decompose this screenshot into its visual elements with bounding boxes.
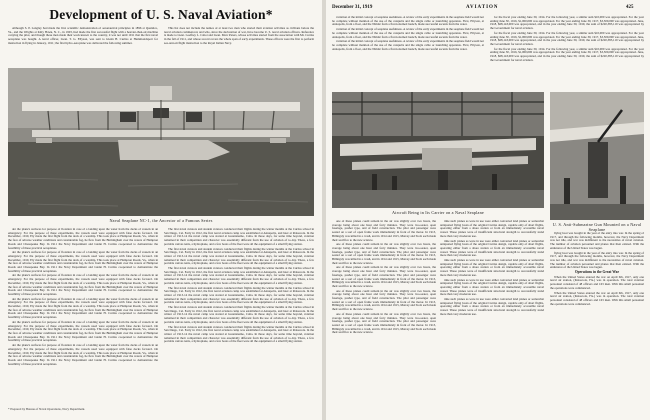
paragraph: This list does not include the names of at least two men who started their aviation activities as civilians before the naval aviation commenced, and who, since the declaration of war, have become U. S. naval aviation officers. Reference is made to Lieut. Godfrey L. Cabot and Lieut. Marc Peters, whose activities started from the association with Mr. Curtiss in the fall of 1911, and whose record covers the whole span of early experiments. These officers were the first to perform sea-and-air flight instruction to the Royal Italian Navy. — [164, 27, 314, 45]
paragraph: one of these planes could remain in the air was slightly over two hours, the average being about one hour and forty minutes. They were two-seater, open fuselage, pusher type, and of field construction. The pilot and passenger were seated on a sort of open frame work immediately in front of the motor. In 1913, Billingsly was killed in a crash, and in 1914 and 1915, Murray and Stolz each made their sacrifice to the new science. — [332, 242, 436, 265]
paragraph: Although S. P. Langley had made the first scientific demonstration of aeronautical principles in 1896 at Quantico, Va., and the Wrights at Kitty Hawk, N. C., in 1903, had made the first successful flight with a heavier-than-air machine carrying the pilot, and though these men made their work known to the country, it was not until 1911 that the first naval aeroplane was bought. A naval officer, Lieut. T. G. Ellyson, was sent to Glenn H. Curtiss at Hammondsport for instruction in flying in January, 1911; the first hydro-aeroplane was delivered the following summer. — [8, 27, 158, 45]
right-col3-bottom — [550, 232, 644, 416]
gun-seaplane-photo — [550, 92, 644, 220]
paragraph: for the fiscal year ending June 30, 1914. For the following year, a similar sum $10,000 was appropriated. For the year ending June 30, 1916, $1,000,000 was appropriated. For the year ending June 30, 1917, $3,500,000 was appropriated. June, 1918, $68,143,000 was appropriated, and in the year ending June 30, 1919, the sum of $220,383,119 was appropriated by the Government for naval aviation. — [490, 46, 644, 62]
paragraph: time such planes as were in use were either converted land planes or somewhat antiquated flying boats of the original Curtiss design, capable only of short flights, operating either from a shore station or from an immediately accessible naval vessel. These planes were of insufficient structural strength to successfully stand more than very moderate use. — [440, 277, 544, 297]
right-col2-top — [490, 16, 644, 90]
left-col2-top — [164, 27, 314, 65]
article-title: Development of U. S. Naval Aviation* — [49, 7, 273, 22]
seaplane-photo — [8, 68, 314, 216]
paragraph: der the plane's surfaces for purpose of flotation in case of a landing upon the water from the decks of vessels in an emergency. For the purpose of these experiments, the vessels used were equipped with false decks forward. On December, 1910, Ely made the first flight from the deck of a warship. This took place at Hampton Roads, Va., when in the face of adverse weather conditions and considerable fog, he flew from the Birmingham over the waters of Hampton Roads and Chesapeake Bay. In 1911 the Navy Department and Glenn H. Curtiss cooperated to demonstrate the feasibility of these practical aeroplanes. — [8, 228, 158, 250]
right-col1-top — [332, 16, 484, 90]
gun-mount-illustration — [550, 92, 644, 220]
section-subhead: Operations in the Great War — [574, 270, 620, 275]
left-col1-bottom — [8, 228, 158, 404]
paragraph: der the plane's surfaces for purpose of flotation in case of a landing upon the water from the decks of vessels in an emergency. For the purpose of these experiments, the vessels used were equipped with false decks forward. On December, 1910, Ely made the first flight from the deck of a warship. This took place at Hampton Roads, Va., when in the face of adverse weather conditions and considerable fog, he flew from the Birmingham over the waters of Hampton Roads and Chesapeake Bay. In 1911 the Navy Department and Glenn H. Curtiss cooperated to demonstrate the feasibility of these practical aeroplanes. — [8, 319, 158, 343]
paragraph: variation of the initial concept of seaplane usefulness. A review of the early experiments in the seaplane field would not be complete without mention of the use of the catapults and the single cable or launching apparatus. First, Ellyson, at Annapolis, from a float, and the Nimitz from a flat-bottomed launch, made successful ascents from the water. — [332, 27, 484, 39]
left-page — [0, 0, 322, 420]
paragraph: time such planes as were in use were either converted land planes or somewhat antiquated flying boats of the original Curtiss design, capable only of short flights, operating either from a shore station or from an immediately accessible naval vessel. These planes were of insufficient structural strength to successfully stand more than very moderate use. — [440, 258, 544, 277]
paragraph: variation of the initial concept of seaplane usefulness. A review of the early experiments in the seaplane field would not be complete without mention of the use of the catapults and the single cable or launching apparatus. First, Ellyson, at Annapolis, from a float, and the Nimitz from a flat-bottomed launch, made successful ascents from the water. — [332, 39, 484, 51]
paragraph: one of these planes could remain in the air was slightly over two hours, the average being about one hour and forty minutes. They were two-seater, open fuselage, pusher type, and of field construction. The pilot and passenger were seated on a sort of open frame work immediately in front of the motor. In 1913, Billingsly was killed in a crash, and in 1914 and 1915, Murray and Stolz each made their sacrifice to the new science. — [332, 265, 436, 288]
aircraft-hangar-illustration — [332, 92, 544, 208]
footnote: * Prepared by Bureau of Naval Operations, Navy Department. — [8, 407, 86, 411]
paragraph: time such planes as were in use were either converted land planes or somewhat antiquated flying boats of the original Curtiss design, capable only of short flights, operating either from a shore station or from an immediately accessible naval vessel. These planes were of insufficient structural strength to successfully stand more than very moderate use. — [440, 220, 544, 238]
left-col1-top — [8, 27, 158, 65]
paragraph: one of these planes could remain in the air was slightly over two hours, the average being about one hour and forty minutes. They were two-seater, open fuselage, pusher type, and of field construction. The pilot and passenger were seated on a sort of open frame work immediately in front of the motor. In 1913, Billingsly was killed in a crash, and in 1914 and 1915, Murray and Stolz each made their sacrifice to the new science. — [332, 288, 436, 312]
paragraph: flying boat was bought in the year of the entry into war. In the spring of 1917, and through the following months, however, the Navy Department was not idle, and war was indifferent to the necessities of naval aviation. The number of aviation personnel and planes that then existed. With the endurance of the United States was begun. — [550, 232, 644, 250]
paragraph: The first naval aviators and student aviators conducted their flights during the winter months at the Curtiss school in San Diego, Cal. Early in 1912, the first naval aviation camp was established at Annapolis, and later at Pensacola. In the winter of 1913-14 the naval camp was started at Guantanamo, Cuba. In those days, for some time beyond, aviation remained in their competition and character was essentially different from the use of aviation of to-day. There, a few portable canvas tents, a hydroplane, and a few boats of the fleet were all the equipment of a small flying station. — [164, 285, 314, 305]
right-col2-bottom — [440, 220, 544, 416]
magazine-name: AVIATION — [466, 5, 499, 10]
paragraph: one of these planes could remain in the air was slightly over two hours, the average being about one hour and forty minutes. They were two-seater, open fuselage, pusher type, and of field construction. The pilot and passenger were seated on a sort of open frame work immediately in front of the motor. In 1913, Billingsly was killed in a crash, and in 1914 and 1915, Murray and Stolz each made their sacrifice to the new science. — [332, 311, 436, 335]
paragraph: The first naval aviators and student aviators conducted their flights during the winter months at the Curtiss school in San Diego, Cal. Early in 1912, the first naval aviation camp was established at Annapolis, and later at Pensacola. In the winter of 1913-14 the naval camp was started at Guantanamo, Cuba. In those days, for some time beyond, aviation remained in their competition and character was essentially different from the use of aviation of to-day. There, a few portable canvas tents, a hydroplane, and a few boats of the fleet were all the equipment of a small flying station. — [164, 246, 314, 266]
figure-caption-gun: U. S. Anti-Submarine Gun Mounted on a Naval Seaplane — [552, 222, 642, 232]
paragraph: The first naval aviators and student aviators conducted their flights during the winter months at the Curtiss school in San Diego, Cal. Early in 1912, the first naval aviation camp was established at Annapolis, and later at Pensacola. In the winter of 1913-14 the naval camp was started at Guantanamo, Cuba. In those days, for some time beyond, aviation remained in their competition and character was essentially different from the use of aviation of to-day. There, a few portable canvas tents, a hydroplane, and a few boats of the fleet were all the equipment of a small flying station. — [164, 228, 314, 246]
paragraph: for the fiscal year ending June 30, 1914. For the following year, a similar sum $10,000 was appropriated. For the year ending June 30, 1916, $1,000,000 was appropriated. For the year ending June 30, 1917, $3,500,000 was appropriated. June, 1918, $68,143,000 was appropriated, and in the year ending June 30, 1919, the sum of $220,383,119 was appropriated by the Government for naval aviation. — [490, 30, 644, 46]
page-number: 425 — [626, 5, 634, 10]
aircraft-carrier-photo — [332, 92, 544, 208]
paragraph: der the plane's surfaces for purpose of flotation in case of a landing upon the water from the decks of vessels in an emergency. For the purpose of these experiments, the vessels used were equipped with false decks forward. On December, 1910, Ely made the first flight from the deck of a warship. This took place at Hampton Roads, Va., when in the face of adverse weather conditions and considerable fog, he flew from the Birmingham over the waters of Hampton Roads and Chesapeake Bay. In 1911 the Navy Department and Glenn H. Curtiss cooperated to demonstrate the feasibility of these practical aeroplanes. — [8, 250, 158, 273]
paragraph: The first naval aviators and student aviators conducted their flights during the winter months at the Curtiss school in San Diego, Cal. Early in 1912, the first naval aviation camp was established at Annapolis, and later at Pensacola. In the winter of 1913-14 the naval camp was started at Guantanamo, Cuba. In those days, for some time beyond, aviation remained in their competition and character was essentially different from the use of aviation of to-day. There, a few portable canvas tents, a hydroplane, and a few boats of the fleet were all the equipment of a small flying station. — [164, 305, 314, 324]
paragraph: der the plane's surfaces for purpose of flotation in case of a landing upon the water from the decks of vessels in an emergency. For the purpose of these experiments, the vessels used were equipped with false decks forward. On December, 1910, Ely made the first flight from the deck of a warship. This took place at Hampton Roads, Va., when in the face of adverse weather conditions and considerable fog, he flew from the Birmingham over the waters of Hampton Roads and Chesapeake Bay. In 1911 the Navy Department and Glenn H. Curtiss cooperated to demonstrate the feasibility of these practical aeroplanes. — [8, 273, 158, 296]
paragraph: der the plane's surfaces for purpose of flotation in case of a landing upon the water from the decks of vessels in an emergency. For the purpose of these experiments, the vessels used were equipped with false decks forward. On December, 1910, Ely made the first flight from the deck of a warship. This took place at Hampton Roads, Va., when in the face of adverse weather conditions and considerable fog, he flew from the Birmingham over the waters of Hampton Roads and Chesapeake Bay. In 1911 the Navy Department and Glenn H. Curtiss cooperated to demonstrate the feasibility of these practical aeroplanes. — [8, 296, 158, 320]
right-page — [326, 0, 650, 420]
paragraph: When the United States entered the war on April 6th, 1917, only one naval air station, (Pensacola, Fla.) was in operation. The total aviation personnel consisted of 48 officers and 163 men. With this small personnel the operations were commenced. — [550, 274, 644, 290]
right-col1-bottom — [332, 220, 436, 416]
paragraph: When the United States entered the war on April 6th, 1917, only one naval air station, (Pensacola, Fla.) was in operation. The total aviation personnel consisted of 48 officers and 163 men. With this small personnel the operations were commenced. — [550, 290, 644, 306]
paragraph: flying boat was bought in the year of the entry into war. In the spring of 1917, and through the following months, however, the Navy Department was not idle, and war was indifferent to the necessities of naval aviation. The number of aviation personnel and planes that then existed. With the endurance of the United States was begun. — [550, 250, 644, 270]
seaplane-illustration — [8, 68, 314, 216]
figure-caption-carrier: Aircraft Being in Its Carrier on a Naval Seaplane — [392, 210, 484, 215]
left-col2-bottom — [164, 228, 314, 404]
paragraph: The first naval aviators and student aviators conducted their flights during the winter months at the Curtiss school in San Diego, Cal. Early in 1912, the first naval aviation camp was established at Annapolis, and later at Pensacola. In the winter of 1913-14 the naval camp was started at Guantanamo, Cuba. In those days, for some time beyond, aviation remained in their competition and character was essentially different from the use of aviation of to-day. There, a few portable canvas tents, a hydroplane, and a few boats of the fleet were all the equipment of a small flying station. — [164, 266, 314, 285]
figure-caption-nc1: Naval Seaplane NC-1, the Ancestor of a Famous Series — [109, 218, 213, 223]
paragraph: time such planes as were in use were either converted land planes or somewhat antiquated flying boats of the original Curtiss design, capable only of short flights, operating either from a shore station or from an immediately accessible naval vessel. These planes were of insufficient structural strength to successfully stand more than very moderate use. — [440, 238, 544, 258]
paragraph: for the fiscal year ending June 30, 1914. For the following year, a similar sum $10,000 was appropriated. For the year ending June 30, 1916, $1,000,000 was appropriated. For the year ending June 30, 1917, $3,500,000 was appropriated. June, 1918, $68,143,000 was appropriated, and in the year ending June 30, 1919, the sum of $220,383,119 was appropriated by the Government for naval aviation. — [490, 16, 644, 31]
paragraph: one of these planes could remain in the air was slightly over two hours, the average being about one hour and forty minutes. They were two-seater, open fuselage, pusher type, and of field construction. The pilot and passenger were seated on a sort of open frame work immediately in front of the motor. In 1913, Billingsly was killed in a crash, and in 1914 and 1915, Murray and Stolz each made their sacrifice to the new science. — [332, 220, 436, 242]
paragraph: time such planes as were in use were either converted land planes or somewhat antiquated flying boats of the original Curtiss design, capable only of short flights, operating either from a shore station or from an immediately accessible naval vessel. These planes were of insufficient structural strength to successfully stand more than very moderate use. — [440, 297, 544, 316]
paragraph: The first naval aviators and student aviators conducted their flights during the winter months at the Curtiss school in San Diego, Cal. Early in 1912, the first naval aviation camp was established at Annapolis, and later at Pensacola. In the winter of 1913-14 the naval camp was started at Guantanamo, Cuba. In those days, for some time beyond, aviation remained in their competition and character was essentially different from the use of aviation of to-day. There, a few portable canvas tents, a hydroplane, and a few boats of the fleet were all the equipment of a small flying station. — [164, 324, 314, 344]
paragraph: variation of the initial concept of seaplane usefulness. A review of the early experiments in the seaplane field would not be complete without mention of the use of the catapults and the single cable or launching apparatus. First, Ellyson, at Annapolis, from a float, and the Nimitz from a flat-bottomed launch, made successful ascents from the water. — [332, 16, 484, 27]
paragraph: der the plane's surfaces for purpose of flotation in case of a landing upon the water from the decks of vessels in an emergency. For the purpose of these experiments, the vessels used were equipped with false decks forward. On December, 1910, Ely made the first flight from the deck of a warship. This took place at Hampton Roads, Va., when in the face of adverse weather conditions and considerable fog, he flew from the Birmingham over the waters of Hampton Roads and Chesapeake Bay. In 1911 the Navy Department and Glenn H. Curtiss cooperated to demonstrate the feasibility of these practical aeroplanes. — [8, 343, 158, 366]
issue-date: December 31, 1919 — [332, 5, 373, 10]
